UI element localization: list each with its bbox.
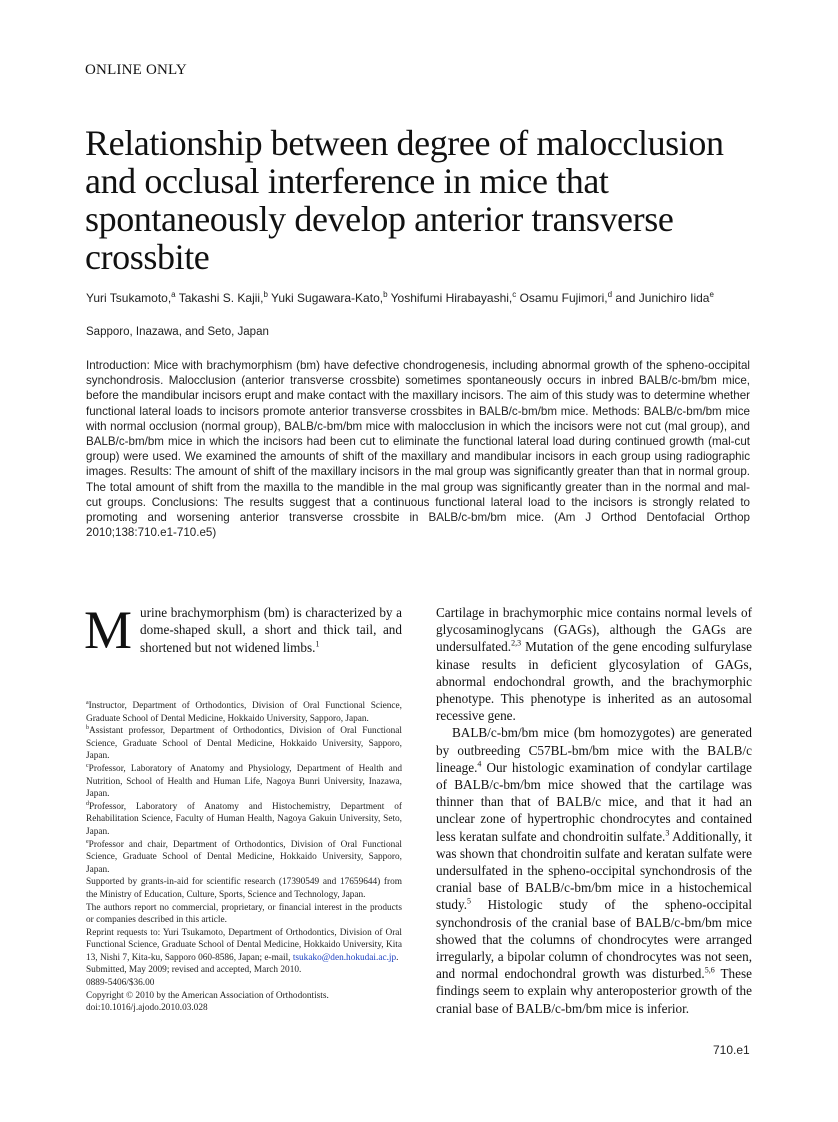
author-affiliation-mark: d [607, 290, 613, 299]
citation-ref: 1 [315, 639, 320, 649]
footnote-text: Professor, Laboratory of Anatomy and Histochemistry, Department of Rehabilitation Science, Faculty of Human Health, Nagoya Gakuin University, Seto, Japan. [86, 801, 402, 837]
body-text: BALB/c-bm/bm mice (bm homozygotes) are generated by outbreeding C57BL-bm/bm mice with the BALB/c lineage. [436, 725, 752, 775]
online-only-label: ONLINE ONLY [85, 62, 187, 78]
author-affiliation-mark: b [383, 290, 388, 299]
affiliation-footnote [86, 801, 402, 839]
author-affiliation-mark: e [709, 290, 714, 299]
footnote-mark: e [86, 838, 89, 845]
footnote-text: Assistant professor, Department of Orthodontics, Division of Oral Functional Science, Graduate School of Dental Medicine, Hokkaido University, Sapporo, Japan. [86, 726, 402, 762]
footnote-mark: b [86, 725, 89, 732]
footnote-mark: c [86, 762, 89, 769]
citation-ref: 4 [477, 759, 482, 769]
email-link[interactable]: tsukako@den.hokudai.ac.jp [292, 952, 397, 963]
author-location: Sapporo, Inazawa, and Seto, Japan [86, 326, 269, 338]
affiliation-footnote [86, 839, 402, 877]
footnotes [86, 700, 402, 1015]
reprint-text: Reprint requests to: Yuri Tsukamoto, Department of Orthodontics, Division of Oral Functional Science, Graduate School of Dental Medicine, Hokkaido University, Kita 13, Nishi 7, Kita-ku, Sapporo 060-8586, Japan; e-mail, [86, 927, 402, 963]
citation-ref: 5,6 [704, 965, 715, 975]
citation-ref: 3 [665, 828, 670, 838]
affiliation-footnote [86, 700, 402, 725]
drop-cap: M [84, 600, 133, 660]
disclosure-note: The authors report no commercial, proprietary, or financial interest in the products or companies described in this article. [86, 902, 402, 926]
author-list [86, 290, 746, 307]
affiliation-footnote [86, 725, 402, 763]
funding-note: Supported by grants-in-aid for scientific research (17390549 and 17659644) from the Ministry of Education, Culture, Sports, Science and Technology, Japan. [86, 877, 402, 900]
citation-ref: 2,3 [511, 639, 522, 649]
body-text: Additionally, it was shown that chondroitin sulfate and keratan sulfate were undersulfated in the spheno-occipital synchondrosis of the cranial base of BALB/c-bm/bm mice in a histochemical study. [436, 828, 752, 913]
body-paragraph [436, 604, 752, 724]
article-title: Relationship between degree of malocclusion and occlusal interference in mice that spontaneously develop anterior transverse crossbite [85, 123, 724, 277]
author-name: and Junichiro Iida [612, 291, 710, 305]
body-paragraph [436, 724, 752, 1016]
abstract: Introduction: Mice with brachymorphism (bm) have defective chondrogenesis, including abnormal growth of the spheno-occipital synchondrosis. Malocclusion (anterior transverse crossbite) sometimes spontaneously occurs in inbred BALB/c-bm/bm mice, before the mandibular incisors erupt and make contact with the maxillary incisors. The aim of this study was to determine whether functional lateral loads to incisors promote anterior transverse crossbites in BALB/c-bm/bm mice. Methods: BALB/c-bm/bm mice with normal occlusion (normal group), BALB/c-bm/bm mice with malocclusion in which the incisors were not cut (mal group), and BALB/c-bm/bm mice in which the incisors had been cut to eliminate the functional lateral load during continued growth (mal-cut group) were used. We examined the amounts of shift of the maxillary and mandibular incisors in each group using radiographic images. Results: The amount of shift of the maxillary incisors in the mal group was significantly greater than that in normal group. The total amount of shift from the maxilla to the mandible in the mal group was significantly greater than in the normal and mal-cut groups. Conclusions: The results suggest that a continuous functional lateral load to the incisors is strongly related to promoting and worsening anterior transverse crossbite in BALB/c-bm/bm mice. (Am J Orthod Dentofacial Orthop 2010;138:710.e1-710.e5) [86, 359, 750, 540]
footnote-mark: d [86, 800, 89, 807]
body-text: Our histologic examination of condylar cartilage of BALB/c-bm/bm mice showed that the cartilage was thinner than that of BALB/c mice, and that it had an unclear zone of hypertrophic chondrocytes and contained less keratan sulfate and chondroitin sulfate. [436, 759, 752, 844]
author-affiliation-mark: a [171, 290, 176, 299]
copyright: Copyright © 2010 by the American Association of Orthodontists. [86, 990, 329, 1001]
reprint-note: Reprint requests to: Yuri Tsukamoto, Department of Orthodontics, Division of Oral Functional Science, Graduate School of Dental Medicine, Hokkaido University, Kita 13, Nishi 7, Kita-ku, Sapporo 060-8586, Japan; e-mail, tsukako@den.hokudai.ac.jp. [86, 927, 402, 963]
author-name: Takashi S. Kajii, [175, 291, 264, 305]
issn: 0889-5406/$36.00 [86, 978, 155, 989]
intro-text: urine brachymorphism (bm) is characterized by a dome-shaped skull, a short and thick tail, and shortened but not widened limbs. [140, 605, 402, 655]
author-name: Osamu Fujimori, [516, 291, 608, 305]
citation-ref: 5 [467, 897, 472, 907]
body-text: These findings seem to explain why anteroposterior growth of the cranial base of BALB/c-bm/bm mice is inferior. [436, 966, 752, 1016]
body-text: Cartilage in brachymorphic mice contains normal levels of glycosaminoglycans (GAGs), although the GAGs are undersulfated. [436, 605, 752, 655]
author-affiliation-mark: c [512, 290, 517, 299]
author-name: Yoshifumi Hirabayashi, [387, 291, 513, 305]
submission-dates: Submitted, May 2009; revised and accepted, March 2010. [86, 965, 302, 976]
footnote-mark: a [86, 699, 89, 706]
page-number: 710.e1 [713, 1043, 750, 1057]
body-text: Mutation of the gene encoding sulfurylase kinase results in deficient glycosylation of GAGs, abnormal endochondral growth, and the brachymorphic phenotype. This phenotype is inherited as an autosomal recessive gene. [436, 639, 752, 724]
footnote-text: Professor, Laboratory of Anatomy and Physiology, Department of Health and Nutrition, School of Health and Human Life, Nagoya Bunri University, Inazawa, Japan. [86, 763, 402, 800]
body-text: Histologic study of the spheno-occipital synchondrosis of the cranial base of BALB/c-bm/bm mice showed that the columns of chondrocytes were arranged irregularly, a bipolar column of chondrocytes was not seen, and normal endochondral growth was disturbed. [436, 897, 752, 982]
doi: doi:10.1016/j.ajodo.2010.03.028 [86, 1003, 208, 1014]
author-name: Yuki Sugawara-Kato, [267, 291, 384, 305]
intro-paragraph [84, 600, 402, 660]
right-column [436, 604, 752, 1017]
affiliation-footnote [86, 763, 402, 801]
left-column [84, 600, 402, 660]
footnote-text: Instructor, Department of Orthodontics, Division of Oral Functional Science, Graduate School of Dental Medicine, Hokkaido University, Sapporo, Japan. [86, 701, 402, 724]
author-affiliation-mark: b [263, 290, 268, 299]
footnote-text: Professor and chair, Department of Orthodontics, Division of Oral Functional Science, Graduate School of Dental Medicine, Hokkaido University, Sapporo, Japan. [86, 839, 402, 875]
author-name: Yuri Tsukamoto, [86, 291, 172, 305]
